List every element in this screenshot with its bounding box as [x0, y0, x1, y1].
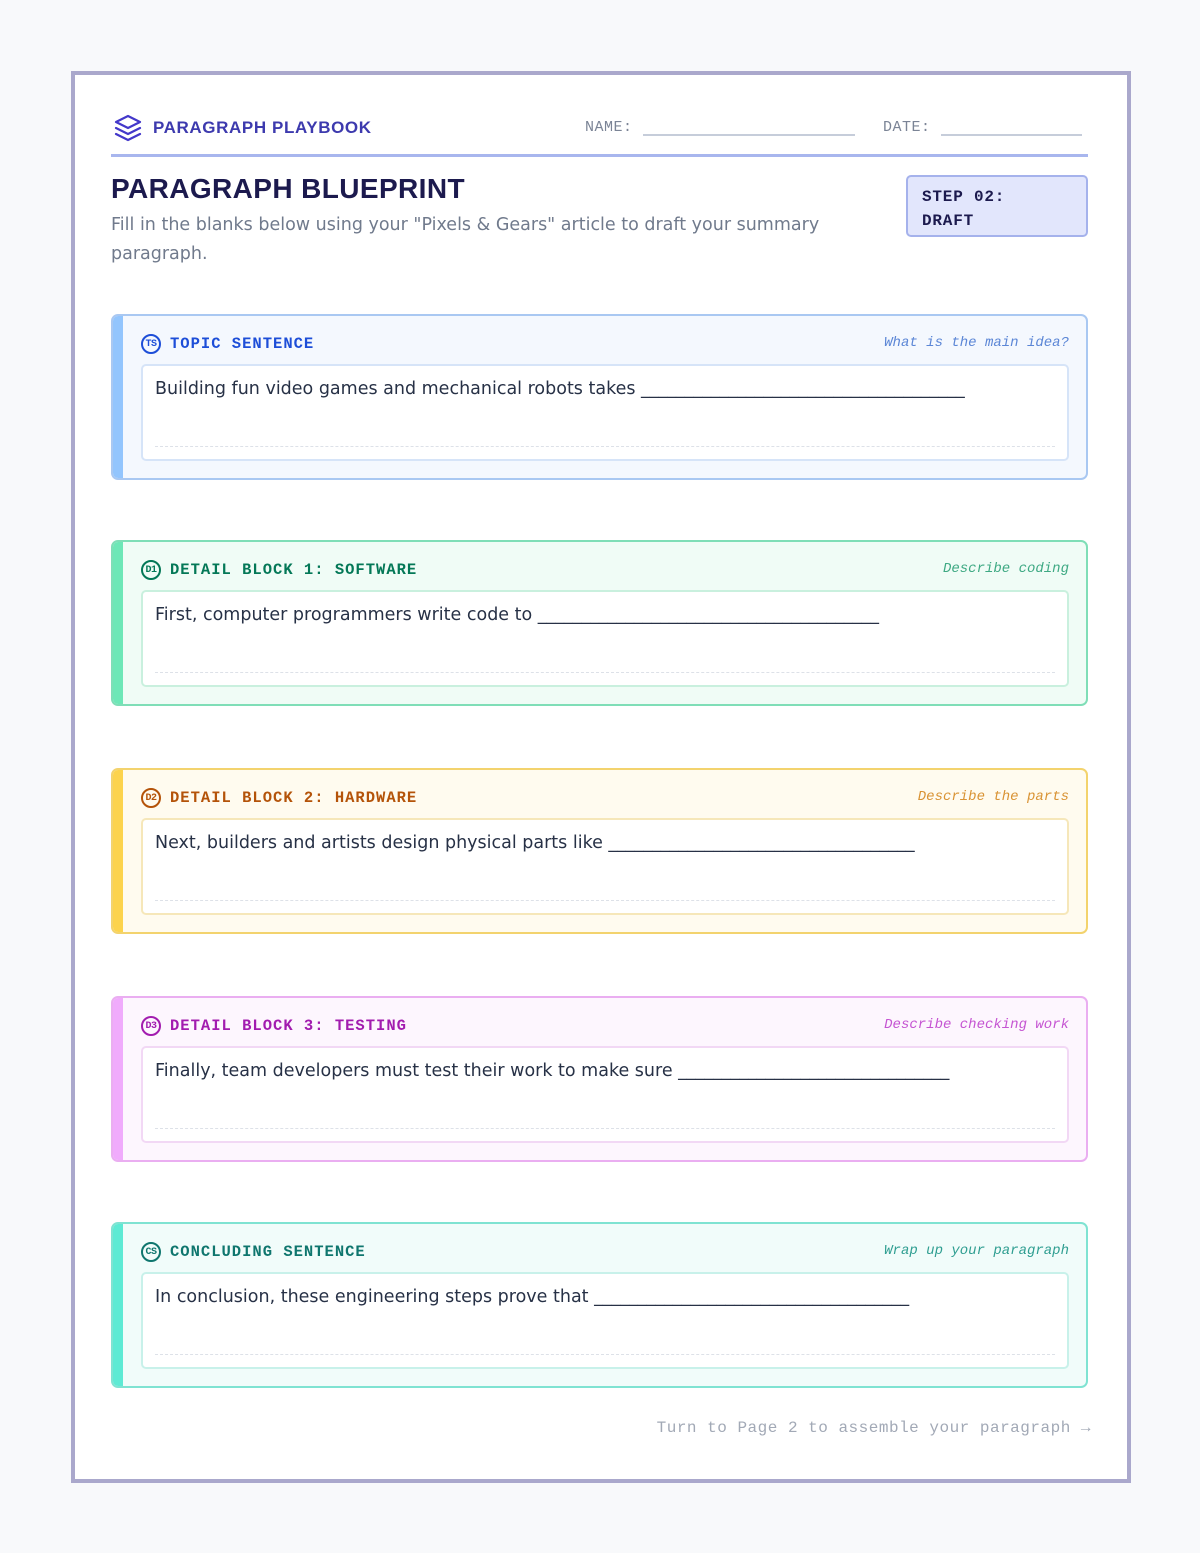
topic-sentence-answer-box[interactable]: [141, 364, 1069, 461]
section-badge: CS: [141, 1242, 161, 1262]
writing-line: [155, 672, 1055, 673]
detail-block-2-card: [111, 768, 1088, 934]
page-subtitle: Fill in the blanks below using your "Pixels & Gears" article to draft your summary paragraph.: [111, 215, 820, 264]
section-badge: D1: [141, 560, 161, 580]
concluding-sentence-answer-box[interactable]: [141, 1272, 1069, 1369]
accent-bar: [113, 998, 123, 1160]
name-label: NAME:: [585, 119, 633, 136]
writing-line: [155, 1128, 1055, 1129]
header-divider: [111, 154, 1088, 157]
page-title: PARAGRAPH BLUEPRINT: [111, 173, 465, 204]
accent-bar: [113, 1224, 123, 1386]
sentence-starter: In conclusion, these engineering steps prove that ____________________________________: [155, 1287, 910, 1307]
footer-note: Turn to Page 2 to assemble your paragraph →: [656, 1419, 1091, 1437]
sentence-starter: Next, builders and artists design physical parts like ___________________________________: [155, 833, 915, 853]
accent-bar: [113, 542, 123, 704]
section-badge: TS: [141, 334, 161, 354]
detail-block-1-card: [111, 540, 1088, 706]
section-label: DETAIL BLOCK 3: TESTING: [170, 1017, 407, 1035]
worksheet-page: [71, 71, 1131, 1483]
section-label: DETAIL BLOCK 1: SOFTWARE: [170, 561, 418, 579]
section-badge: D3: [141, 1016, 161, 1036]
topic-sentence-card: [111, 314, 1088, 480]
name-blank[interactable]: [643, 120, 855, 136]
concluding-sentence-card: [111, 1222, 1088, 1388]
step-badge-line2: DRAFT: [922, 212, 975, 230]
section-hint: Describe checking work: [884, 1017, 1069, 1033]
sentence-starter: Building fun video games and mechanical robots takes _____________________________________: [155, 379, 965, 399]
accent-bar: [113, 316, 123, 478]
name-field[interactable]: [585, 119, 855, 136]
date-field[interactable]: [883, 119, 1082, 136]
section-badge: D2: [141, 788, 161, 808]
brand: [113, 113, 372, 143]
brand-name: PARAGRAPH PLAYBOOK: [153, 118, 372, 137]
section-label: CONCLUDING SENTENCE: [170, 1243, 366, 1261]
date-blank[interactable]: [941, 120, 1082, 136]
detail-block-3-answer-box[interactable]: [141, 1046, 1069, 1143]
section-label: TOPIC SENTENCE: [170, 335, 315, 353]
detail-block-2-answer-box[interactable]: [141, 818, 1069, 915]
writing-line: [155, 446, 1055, 447]
sentence-starter: Finally, team developers must test their work to make sure _______________________________: [155, 1061, 950, 1081]
stacked-layers-icon: [113, 113, 143, 143]
writing-line: [155, 1354, 1055, 1355]
section-hint: Describe coding: [942, 561, 1069, 577]
step-badge-line1: STEP 02:: [922, 188, 1006, 206]
section-hint: Describe the parts: [917, 789, 1069, 805]
section-hint: What is the main idea?: [884, 335, 1069, 351]
detail-block-1-answer-box[interactable]: [141, 590, 1069, 687]
writing-line: [155, 900, 1055, 901]
section-label: DETAIL BLOCK 2: HARDWARE: [170, 789, 418, 807]
section-hint: Wrap up your paragraph: [884, 1243, 1069, 1259]
step-badge: [906, 175, 1088, 237]
detail-block-3-card: [111, 996, 1088, 1162]
accent-bar: [113, 770, 123, 932]
sentence-starter: First, computer programmers write code to _______________________________________: [155, 605, 880, 625]
date-label: DATE:: [883, 119, 931, 136]
